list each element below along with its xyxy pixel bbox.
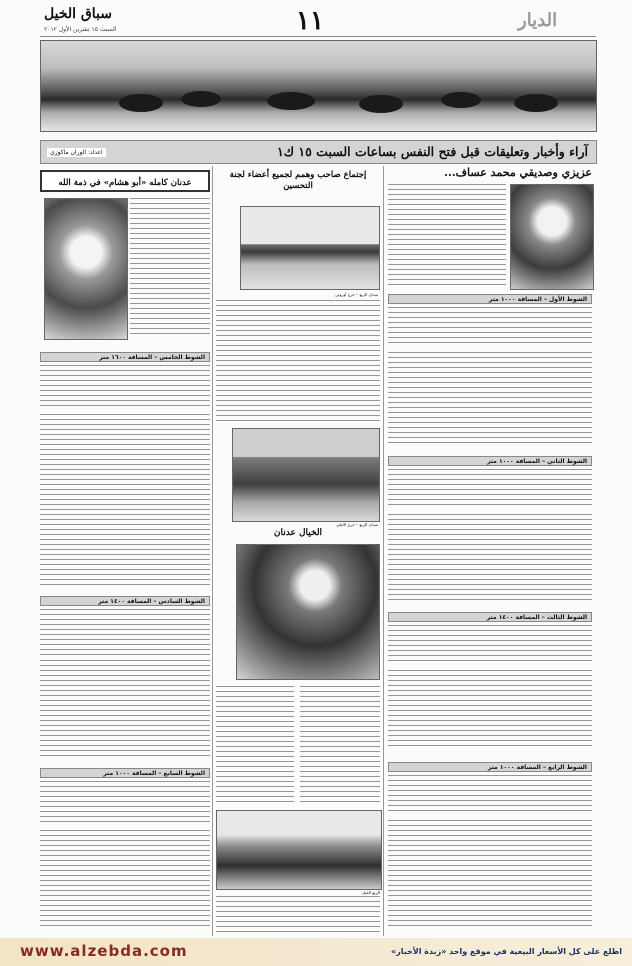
page-number: ١١ [296, 6, 324, 36]
footer-bar [0, 938, 632, 966]
horses-photo [216, 810, 382, 890]
race-6-notes [40, 660, 210, 756]
race-7-header: الشوط السابع – المسافة ١٠٠٠ متر [40, 768, 210, 778]
race-4-header: الشوط الرابع – المسافة ١٠٠٠ متر [388, 762, 592, 772]
footer-notice: اطلع على كل الأسعار البيعية في موقع واحد «زبدة الأخبار» [390, 947, 622, 956]
left-headline: عدنان كامله «أبو هشام» في ذمة الله [40, 170, 210, 192]
race-4-table [388, 775, 592, 815]
race-6-header: الشوط السادس – المسافة ١٤٠٠ متر [40, 596, 210, 606]
middle-headline: إجتماع صاحب وهمم لجميع أعضاء لجنة التحسين [229, 170, 367, 191]
jockey-article-left [216, 686, 294, 806]
race-5-table [40, 365, 210, 409]
race-7-notes [40, 830, 210, 928]
headline-banner [40, 140, 597, 164]
race-6-table [40, 609, 210, 655]
page-header [0, 0, 632, 42]
race-2-header: الشوط الثاني – المسافة ١٠٠٠ متر [388, 456, 592, 466]
banner-byline: اعداد: الوران ماكوزي [47, 148, 106, 157]
horses-article-text [216, 896, 380, 932]
column-divider [212, 166, 213, 936]
article-text [388, 184, 506, 288]
jockey-photo [236, 544, 380, 680]
section-title: سباق الخيل [44, 6, 112, 22]
banner-headline: آراء وأخبار وتعليقات قبل فتح النفس بساعات السبت ١٥ ك١ [277, 144, 588, 159]
footer-url-link[interactable]: www.alzebda.com [20, 942, 188, 960]
caption-track-1: ميدان الزبع – خرج أوروبي [335, 292, 378, 297]
caption-track-2: ميدان الزبع – خرج الابتلي [336, 522, 378, 527]
obituary-portrait [44, 198, 128, 340]
jockey-article-right [300, 686, 380, 806]
race-3-table [388, 625, 592, 665]
obituary-text [130, 198, 210, 338]
header-rule [40, 36, 596, 37]
hero-race-photo [40, 40, 597, 132]
race-3-notes [388, 670, 592, 750]
race-2-table [388, 469, 592, 509]
right-headline: عزيزي وصديقي محمد عساف... [444, 166, 592, 179]
race-4-notes [388, 820, 592, 928]
race-1-table [388, 307, 592, 347]
race-5-notes [40, 414, 210, 586]
masthead-logo: الديار [518, 10, 558, 31]
track-photo-2 [232, 428, 380, 522]
race-5-header: الشوط الخامس – المسافة ١٦٠٠ متر [40, 352, 210, 362]
jockey-headline: الخيال عدنان [273, 528, 323, 538]
middle-article-text [216, 300, 380, 425]
column-divider [383, 166, 384, 936]
date-line: السبت ١٥ تشرين الأول ٢٠١٢ [44, 26, 117, 33]
caption-horses: الزبع الخيل [361, 890, 380, 895]
race-2-notes [388, 514, 592, 604]
portrait-photo [510, 184, 594, 290]
race-1-notes [388, 352, 592, 444]
race-1-header: الشوط الأول – المسافة ١٠٠٠ متر [388, 294, 592, 304]
track-photo-1 [240, 206, 380, 290]
horse-silhouettes [41, 41, 596, 131]
race-7-table [40, 781, 210, 825]
race-3-header: الشوط الثالث – المسافة ١٤٠٠ متر [388, 612, 592, 622]
